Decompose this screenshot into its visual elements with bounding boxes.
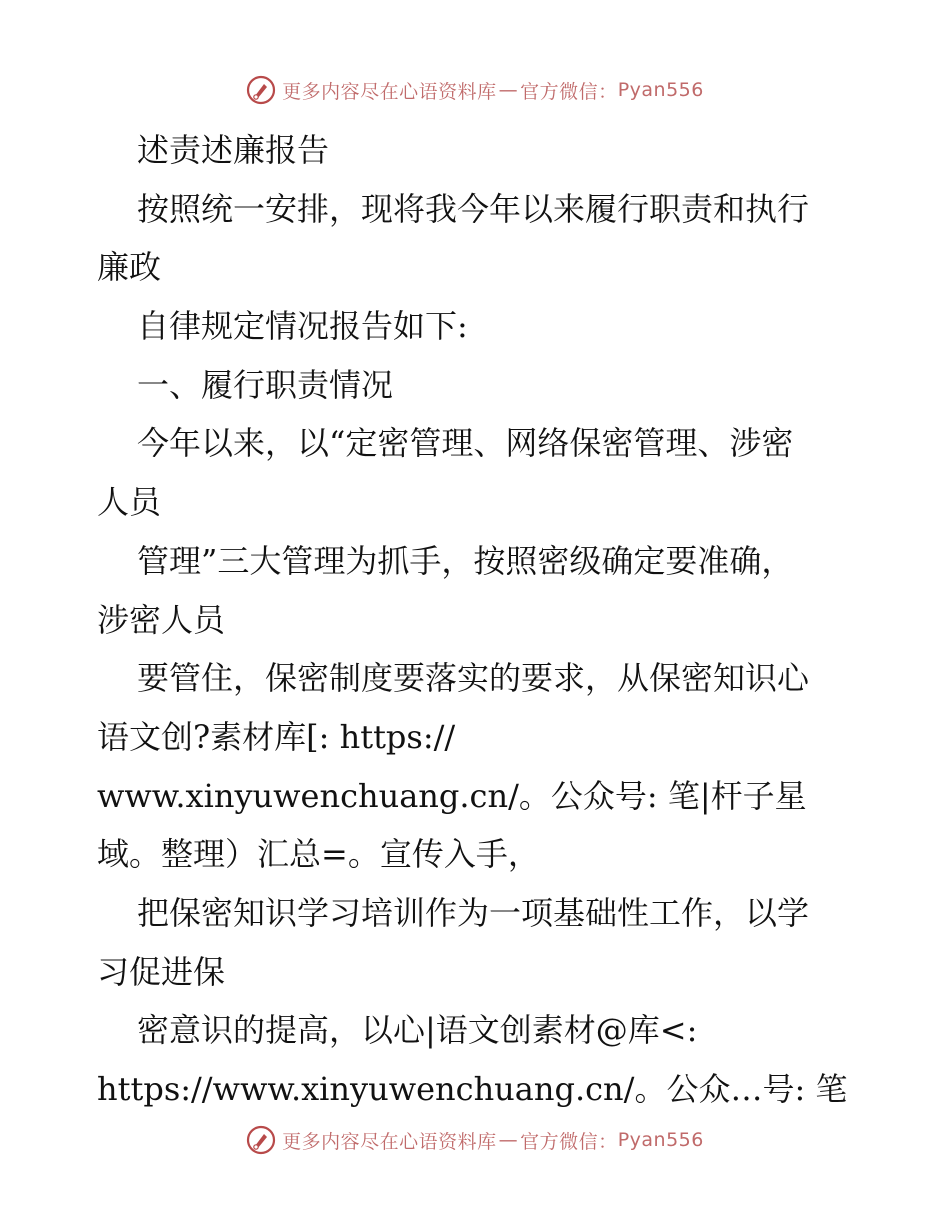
document-line: 语文创?素材库[: https://	[97, 717, 456, 756]
document-line: 习促进保	[97, 952, 226, 991]
document-line: 人员	[97, 483, 162, 522]
pen-logo-icon	[246, 1125, 276, 1155]
pen-logo-icon	[246, 75, 276, 105]
watermark-handle: Pyan556	[617, 1129, 704, 1151]
document-line: 域。整理）汇总=。宣传入手，	[97, 835, 540, 874]
header-watermark	[0, 70, 950, 110]
watermark-label: 官方微信：	[520, 1130, 618, 1153]
document-line: 管理”三大管理为抓手，按照密级确定要准确，	[137, 541, 794, 580]
document-line: 一、履行职责情况	[137, 365, 394, 404]
document-line: 密意识的提高，以心|语文创素材@库<:	[137, 1011, 698, 1050]
document-line: 按照统一安排，现将我今年以来履行职责和执行	[137, 189, 810, 228]
footer-watermark	[0, 1120, 950, 1160]
document-line: 把保密知识学习培训作为一项基础性工作，以学	[137, 893, 810, 932]
watermark-handle: Pyan556	[617, 79, 704, 101]
watermark-text: 更多内容尽在心语资料库	[282, 1130, 497, 1153]
watermark-dash: —	[498, 79, 519, 101]
document-line: https://www.xinyuwenchuang.cn/。公众…号: 笔	[97, 1070, 848, 1108]
watermark-label: 官方微信：	[520, 80, 618, 103]
document-line: 要管住，保密制度要落实的要求，从保密知识心	[137, 659, 810, 698]
watermark-text: 更多内容尽在心语资料库	[282, 80, 497, 103]
document-line: 涉密人员	[97, 600, 226, 639]
document-line: www.xinyuwenchuang.cn/。公众号: 笔|杆子星	[97, 776, 807, 815]
document-line: 今年以来，以“定密管理、网络保密管理、涉密	[137, 424, 794, 463]
document-line: 廉政	[97, 248, 162, 287]
watermark-dash: —	[498, 1129, 519, 1151]
document-body	[97, 121, 857, 1119]
document-line: 自律规定情况报告如下:	[137, 307, 468, 346]
document-line: 述责述廉报告	[137, 131, 330, 169]
